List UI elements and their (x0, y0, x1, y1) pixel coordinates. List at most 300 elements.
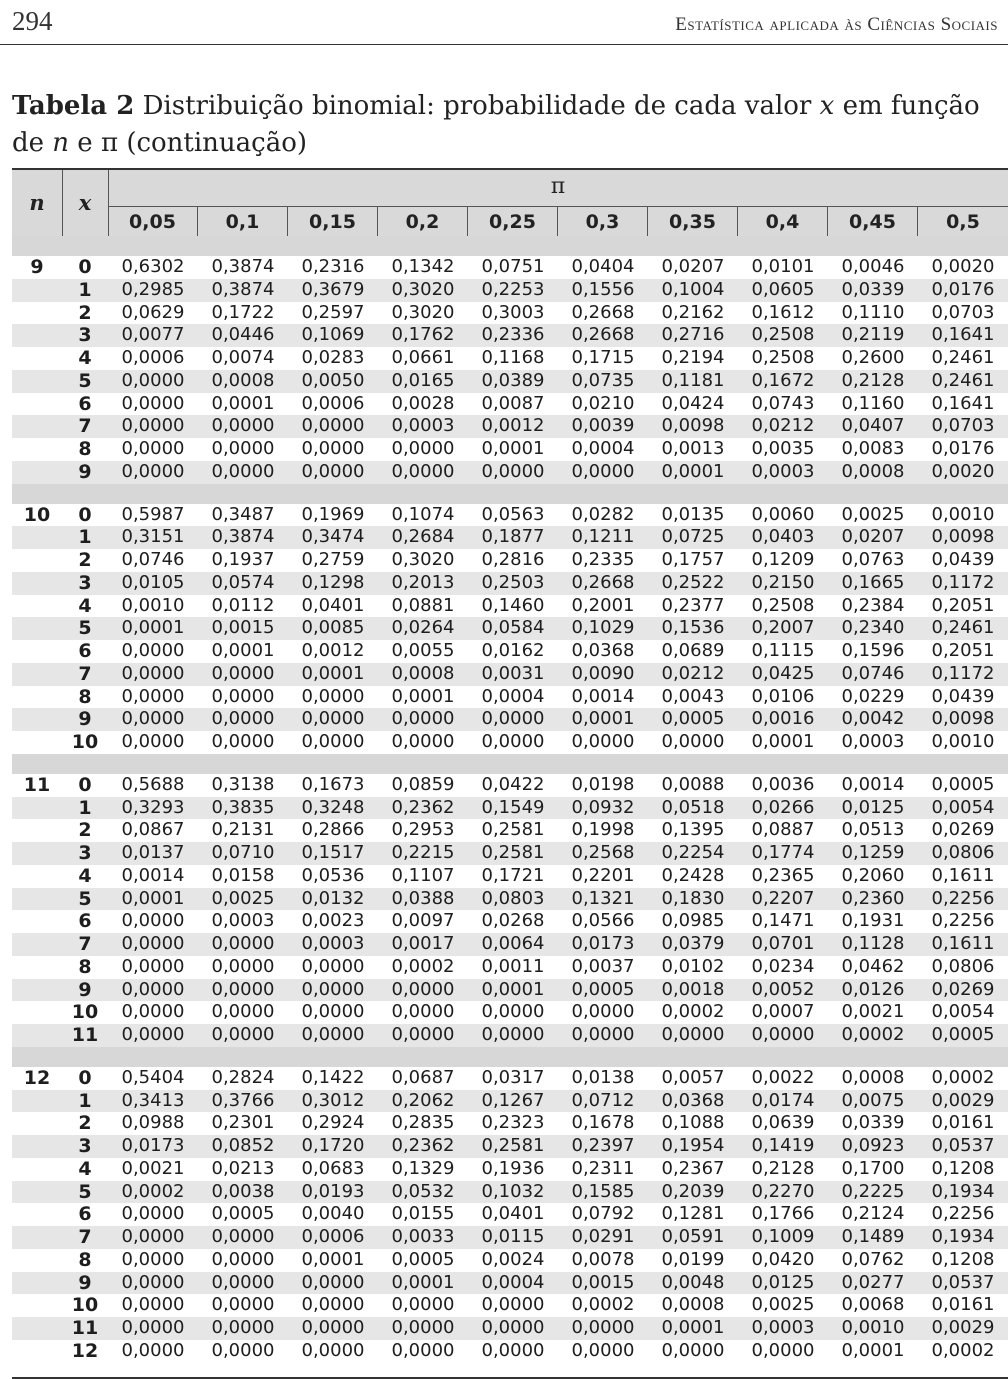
probability-cell: 0,0574 (211, 571, 275, 593)
probability-cell: 0,1720 (301, 1135, 365, 1156)
probability-cell: 0,0005 (571, 978, 635, 1000)
cell-x: 9 (78, 978, 92, 1001)
probability-cell: 0,0213 (211, 1157, 275, 1179)
probability-cell: 0,2824 (211, 1066, 275, 1088)
table-row (12, 595, 1008, 618)
probability-cell: 0,0743 (751, 392, 815, 414)
probability-cell: 0,5688 (121, 773, 185, 795)
probability-cell: 0,0407 (841, 415, 905, 437)
probability-cell: 0,0735 (571, 369, 635, 391)
probability-cell: 0,0000 (301, 1339, 365, 1361)
pi-header-cell: 0,3 (558, 207, 648, 237)
cell-x: 8 (78, 1248, 92, 1271)
probability-cell: 0,0155 (391, 1203, 455, 1225)
probability-cell: 0,0165 (391, 369, 455, 391)
probability-cell: 0,0033 (391, 1226, 455, 1247)
probability-cell: 0,0023 (301, 910, 365, 932)
probability-cell: 0,0212 (661, 662, 725, 684)
probability-cell: 0,0173 (121, 1135, 185, 1156)
probability-cell: 0,2597 (301, 301, 365, 323)
probability-cell: 0,2362 (391, 796, 455, 818)
table-row (12, 572, 1008, 595)
probability-cell: 0,1678 (571, 1112, 635, 1134)
probability-cell: 0,0000 (211, 662, 275, 684)
probability-cell: 0,1936 (481, 1157, 545, 1179)
probability-cell: 0,0985 (661, 910, 725, 932)
probability-cell: 0,3020 (391, 278, 455, 300)
probability-cell: 0,0368 (661, 1089, 725, 1111)
probability-cell: 0,1715 (571, 347, 635, 368)
probability-cell: 0,0269 (931, 978, 995, 1000)
probability-cell: 0,0751 (481, 256, 545, 277)
probability-cell: 0,0021 (841, 1001, 905, 1023)
probability-cell: 0,0269 (931, 819, 995, 841)
probability-cell: 0,1489 (841, 1226, 905, 1247)
probability-cell: 0,1069 (301, 324, 365, 346)
probability-cell: 0,0014 (841, 773, 905, 795)
probability-cell: 0,0000 (301, 1024, 365, 1045)
probability-cell: 0,0001 (661, 1317, 725, 1338)
probability-cell: 0,0000 (121, 415, 185, 437)
probability-cell: 0,1281 (661, 1203, 725, 1225)
probability-cell: 0,1931 (841, 910, 905, 932)
probability-cell: 0,0173 (571, 933, 635, 954)
probability-cell: 0,2397 (571, 1135, 635, 1156)
probability-cell: 0,0000 (301, 438, 365, 459)
probability-cell: 0,0001 (391, 1271, 455, 1293)
probability-cell: 0,0000 (301, 955, 365, 977)
probability-cell: 0,2128 (841, 369, 905, 391)
running-title: Estatística aplicada às Ciências Sociais (675, 14, 998, 35)
probability-cell: 0,1766 (751, 1203, 815, 1225)
probability-cell: 0,0000 (211, 1024, 275, 1045)
probability-cell: 0,1998 (571, 819, 635, 841)
probability-cell: 0,0000 (121, 640, 185, 661)
probability-cell: 0,2323 (481, 1112, 545, 1134)
probability-cell: 0,1556 (571, 278, 635, 300)
probability-cell: 0,1208 (931, 1157, 995, 1179)
probability-cell: 0,0725 (661, 526, 725, 548)
caption-text-pre: Distribuição binomial: probabilidade de cada valor (142, 91, 820, 121)
probability-cell: 0,0106 (751, 685, 815, 707)
probability-cell: 0,2759 (301, 549, 365, 570)
caption-label: Tabela 2 (12, 91, 135, 121)
probability-cell: 0,0210 (571, 392, 635, 414)
probability-cell: 0,0002 (931, 1339, 995, 1361)
probability-cell: 0,2001 (571, 594, 635, 616)
probability-cell: 0,0000 (121, 1339, 185, 1361)
cell-x: 3 (78, 1135, 92, 1157)
probability-cell: 0,0002 (841, 1024, 905, 1045)
probability-cell: 0,1762 (391, 324, 455, 346)
table-row (12, 1090, 1008, 1113)
probability-cell: 0,0887 (751, 819, 815, 841)
probability-cell: 0,0000 (661, 1339, 725, 1361)
probability-cell: 0,0077 (121, 324, 185, 346)
probability-cell: 0,0591 (661, 1226, 725, 1247)
pi-header-cell: 0,4 (738, 207, 828, 237)
probability-cell: 0,2336 (481, 324, 545, 346)
probability-cell: 0,0000 (391, 708, 455, 730)
probability-cell: 0,0042 (841, 708, 905, 730)
probability-cell: 0,0439 (931, 685, 995, 707)
probability-cell: 0,0584 (481, 617, 545, 639)
probability-cell: 0,1641 (931, 324, 995, 346)
probability-cell: 0,1934 (931, 1226, 995, 1247)
probability-cell: 0,1585 (571, 1180, 635, 1202)
probability-cell: 0,0792 (571, 1203, 635, 1225)
probability-cell: 0,1536 (661, 617, 725, 639)
cell-x: 5 (78, 369, 92, 392)
probability-cell: 0,0703 (931, 301, 995, 323)
probability-cell: 0,0036 (751, 773, 815, 795)
table-row (12, 504, 1008, 527)
probability-cell: 0,0001 (121, 887, 185, 909)
probability-cell: 0,2522 (661, 571, 725, 593)
probability-cell: 0,0040 (301, 1203, 365, 1225)
pi-header-cell: 0,1 (198, 207, 288, 237)
probability-cell: 0,3248 (301, 796, 365, 818)
probability-cell: 0,2128 (751, 1157, 815, 1179)
probability-cell: 0,2124 (841, 1203, 905, 1225)
probability-cell: 0,0710 (211, 842, 275, 863)
probability-cell: 0,0008 (391, 662, 455, 684)
table-row (12, 797, 1008, 820)
probability-cell: 0,0403 (751, 526, 815, 548)
probability-cell: 0,0000 (301, 708, 365, 730)
probability-cell: 0,0537 (931, 1135, 995, 1156)
probability-cell: 0,0439 (931, 549, 995, 570)
probability-cell: 0,0000 (211, 685, 275, 707)
table-row (12, 1112, 1008, 1135)
table-row (12, 526, 1008, 549)
probability-cell: 0,0000 (211, 978, 275, 1000)
cell-x: 5 (78, 617, 92, 640)
probability-cell: 0,0207 (661, 256, 725, 277)
probability-cell: 0,0000 (391, 1294, 455, 1316)
probability-cell: 0,0639 (751, 1112, 815, 1134)
probability-cell: 0,1460 (481, 594, 545, 616)
probability-cell: 0,0000 (571, 731, 635, 752)
cell-x: 3 (78, 842, 92, 864)
probability-cell: 0,2215 (391, 842, 455, 863)
probability-cell: 0,0001 (301, 662, 365, 684)
probability-cell: 0,0000 (121, 1294, 185, 1316)
probability-cell: 0,0003 (751, 1317, 815, 1338)
probability-cell: 0,0004 (571, 438, 635, 459)
probability-cell: 0,0867 (121, 819, 185, 841)
probability-cell: 0,2668 (571, 301, 635, 323)
probability-cell: 0,0000 (211, 708, 275, 730)
probability-cell: 0,0174 (751, 1089, 815, 1111)
probability-cell: 0,0000 (211, 1294, 275, 1316)
probability-cell: 0,1877 (481, 526, 545, 548)
cell-x: 2 (78, 301, 92, 324)
table-row (12, 956, 1008, 979)
probability-cell: 0,2340 (841, 617, 905, 639)
probability-cell: 0,0291 (571, 1226, 635, 1247)
probability-cell: 0,0763 (841, 549, 905, 570)
table-row (12, 686, 1008, 709)
probability-cell: 0,0000 (121, 369, 185, 391)
probability-cell: 0,0000 (121, 438, 185, 459)
header-x: x (62, 170, 109, 236)
cell-x: 0 (78, 256, 92, 278)
probability-cell: 0,0000 (571, 460, 635, 482)
probability-cell: 0,0025 (211, 887, 275, 909)
probability-cell: 0,2256 (931, 1203, 995, 1225)
probability-cell: 0,1267 (481, 1089, 545, 1111)
probability-cell: 0,0029 (931, 1089, 995, 1111)
probability-cell: 0,1596 (841, 640, 905, 661)
probability-cell: 0,0074 (211, 347, 275, 368)
cell-x: 1 (78, 796, 92, 819)
probability-cell: 0,0283 (301, 347, 365, 368)
probability-cell: 0,0060 (751, 503, 815, 525)
probability-cell: 0,0420 (751, 1248, 815, 1270)
probability-cell: 0,0138 (571, 1066, 635, 1088)
probability-cell: 0,0010 (121, 594, 185, 616)
probability-cell: 0,5987 (121, 503, 185, 525)
probability-cell: 0,2007 (751, 617, 815, 639)
probability-cell: 0,0000 (391, 438, 455, 459)
probability-cell: 0,0005 (211, 1203, 275, 1225)
probability-cell: 0,0052 (751, 978, 815, 1000)
probability-cell: 0,0513 (841, 819, 905, 841)
probability-cell: 0,1774 (751, 842, 815, 863)
probability-cell: 0,0002 (121, 1180, 185, 1202)
probability-cell: 0,0199 (661, 1248, 725, 1270)
probability-cell: 0,0158 (211, 864, 275, 886)
probability-cell: 0,2131 (211, 819, 275, 841)
probability-cell: 0,2225 (841, 1180, 905, 1202)
probability-cell: 0,6302 (121, 256, 185, 277)
probability-cell: 0,0563 (481, 503, 545, 525)
probability-cell: 0,2119 (841, 324, 905, 346)
cell-x: 9 (78, 1271, 92, 1294)
probability-cell: 0,0712 (571, 1089, 635, 1111)
probability-cell: 0,0282 (571, 503, 635, 525)
probability-cell: 0,2301 (211, 1112, 275, 1134)
probability-cell: 0,0135 (661, 503, 725, 525)
probability-cell: 0,0234 (751, 955, 815, 977)
probability-cell: 0,2581 (481, 842, 545, 863)
probability-cell: 0,0098 (931, 708, 995, 730)
probability-cell: 0,0000 (481, 708, 545, 730)
probability-cell: 0,1004 (661, 278, 725, 300)
cell-x: 10 (71, 1294, 99, 1317)
probability-cell: 0,0000 (121, 1248, 185, 1270)
probability-cell: 0,2162 (661, 301, 725, 323)
probability-cell: 0,0000 (301, 685, 365, 707)
probability-cell: 0,3474 (301, 526, 365, 548)
probability-cell: 0,0266 (751, 796, 815, 818)
probability-cell: 0,0125 (751, 1271, 815, 1293)
probability-cell: 0,0161 (931, 1294, 995, 1316)
probability-cell: 0,0000 (571, 1024, 635, 1045)
probability-cell: 0,0389 (481, 369, 545, 391)
probability-cell: 0,0000 (121, 978, 185, 1000)
probability-cell: 0,2270 (751, 1180, 815, 1202)
probability-cell: 0,0075 (841, 1089, 905, 1111)
probability-cell: 0,2253 (481, 278, 545, 300)
probability-cell: 0,0000 (121, 662, 185, 684)
probability-cell: 0,0701 (751, 933, 815, 954)
probability-cell: 0,0000 (571, 1001, 635, 1023)
probability-cell: 0,0000 (391, 978, 455, 1000)
probability-cell: 0,0000 (301, 1001, 365, 1023)
probability-cell: 0,0008 (841, 1066, 905, 1088)
table-row (12, 347, 1008, 370)
probability-cell: 0,0000 (481, 1339, 545, 1361)
table-row (12, 819, 1008, 842)
probability-cell: 0,0462 (841, 955, 905, 977)
probability-cell: 0,0368 (571, 640, 635, 661)
probability-cell: 0,0002 (661, 1001, 725, 1023)
probability-cell: 0,3766 (211, 1089, 275, 1111)
probability-cell: 0,1611 (931, 864, 995, 886)
probability-cell: 0,0001 (211, 640, 275, 661)
probability-cell: 0,2835 (391, 1112, 455, 1134)
probability-cell: 0,0002 (931, 1066, 995, 1088)
probability-cell: 0,2367 (661, 1157, 725, 1179)
caption-var-n: n (52, 128, 70, 158)
cell-x: 5 (78, 1180, 92, 1203)
probability-cell: 0,0014 (121, 864, 185, 886)
probability-cell: 0,0038 (211, 1180, 275, 1202)
probability-cell: 0,1641 (931, 392, 995, 414)
table-row (12, 415, 1008, 438)
probability-cell: 0,1115 (751, 640, 815, 661)
probability-cell: 0,0000 (661, 731, 725, 752)
pi-header-cell: 0,35 (648, 207, 738, 237)
probability-cell: 0,2201 (571, 864, 635, 886)
probability-cell: 0,0000 (481, 1024, 545, 1045)
probability-cell: 0,0005 (931, 773, 995, 795)
probability-cell: 0,0005 (931, 1024, 995, 1045)
cell-x: 0 (78, 773, 92, 796)
table-row (12, 617, 1008, 640)
probability-cell: 0,0020 (931, 460, 995, 482)
probability-cell: 0,0000 (481, 460, 545, 482)
probability-cell: 0,0176 (931, 438, 995, 459)
probability-cell: 0,2600 (841, 347, 905, 368)
probability-cell: 0,0388 (391, 887, 455, 909)
cell-x: 9 (78, 460, 92, 483)
probability-cell: 0,2365 (751, 864, 815, 886)
table-body (12, 236, 1008, 1363)
table-row (12, 302, 1008, 325)
probability-cell: 0,0083 (841, 438, 905, 459)
probability-cell: 0,5404 (121, 1066, 185, 1088)
probability-cell: 0,0923 (841, 1135, 905, 1156)
probability-cell: 0,0537 (931, 1271, 995, 1293)
probability-cell: 0,0000 (301, 731, 365, 752)
probability-cell: 0,1722 (211, 301, 275, 323)
probability-cell: 0,0000 (391, 460, 455, 482)
probability-cell: 0,0746 (121, 549, 185, 570)
probability-cell: 0,1934 (931, 1180, 995, 1202)
probability-cell: 0,0000 (211, 460, 275, 482)
probability-cell: 0,1298 (301, 571, 365, 593)
probability-cell: 0,1673 (301, 773, 365, 795)
probability-cell: 0,1110 (841, 301, 905, 323)
probability-cell: 0,2051 (931, 640, 995, 661)
probability-cell: 0,0002 (391, 955, 455, 977)
probability-cell: 0,0161 (931, 1112, 995, 1134)
probability-cell: 0,1665 (841, 571, 905, 593)
probability-cell: 0,0001 (391, 685, 455, 707)
cell-x: 4 (78, 1157, 92, 1180)
probability-cell: 0,1172 (931, 571, 995, 593)
probability-cell: 0,3020 (391, 549, 455, 570)
table-row (12, 1181, 1008, 1204)
cell-x: 0 (78, 1066, 92, 1089)
block-separator (12, 236, 1008, 256)
probability-cell: 0,0379 (661, 933, 725, 954)
cell-x: 6 (78, 640, 92, 662)
cell-x: 3 (78, 571, 92, 594)
table-row (12, 324, 1008, 347)
cell-n: 10 (23, 503, 51, 526)
probability-cell: 0,2568 (571, 842, 635, 863)
table-row (12, 1158, 1008, 1181)
pi-header-cell: 0,15 (288, 207, 378, 237)
probability-cell: 0,0001 (481, 978, 545, 1000)
cell-x: 8 (78, 955, 92, 978)
probability-cell: 0,0007 (751, 1001, 815, 1023)
cell-x: 1 (78, 526, 92, 549)
cell-x: 2 (78, 819, 92, 842)
probability-cell: 0,0000 (121, 1024, 185, 1045)
probability-cell: 0,0000 (121, 1203, 185, 1225)
probability-cell: 0,0012 (301, 640, 365, 661)
probability-cell: 0,2039 (661, 1180, 725, 1202)
probability-cell: 0,1168 (481, 347, 545, 368)
probability-cell: 0,0050 (301, 369, 365, 391)
table-row (12, 438, 1008, 461)
probability-cell: 0,0000 (391, 1001, 455, 1023)
probability-cell: 0,0055 (391, 640, 455, 661)
probability-cell: 0,3874 (211, 526, 275, 548)
probability-cell: 0,3679 (301, 278, 365, 300)
probability-cell: 0,2062 (391, 1089, 455, 1111)
probability-cell: 0,0000 (211, 1339, 275, 1361)
probability-cell: 0,2362 (391, 1135, 455, 1156)
probability-cell: 0,0010 (931, 503, 995, 525)
probability-cell: 0,0881 (391, 594, 455, 616)
probability-cell: 0,0004 (481, 685, 545, 707)
cell-x: 0 (78, 503, 92, 526)
table-row (12, 910, 1008, 933)
probability-cell: 0,0068 (841, 1294, 905, 1316)
probability-cell: 0,0000 (211, 1248, 275, 1270)
probability-cell: 0,0859 (391, 773, 455, 795)
probability-cell: 0,0125 (841, 796, 905, 818)
probability-cell: 0,0000 (211, 415, 275, 437)
probability-cell: 0,0000 (391, 1317, 455, 1338)
probability-cell: 0,0988 (121, 1112, 185, 1134)
pi-values-row (108, 206, 1008, 237)
probability-cell: 0,0054 (931, 1001, 995, 1023)
probability-cell: 0,0020 (931, 256, 995, 277)
probability-cell: 0,0762 (841, 1248, 905, 1270)
probability-cell: 0,0126 (841, 978, 905, 1000)
table-row (12, 370, 1008, 393)
probability-cell: 0,0277 (841, 1271, 905, 1293)
probability-cell: 0,0018 (661, 978, 725, 1000)
cell-n: 11 (23, 773, 51, 796)
